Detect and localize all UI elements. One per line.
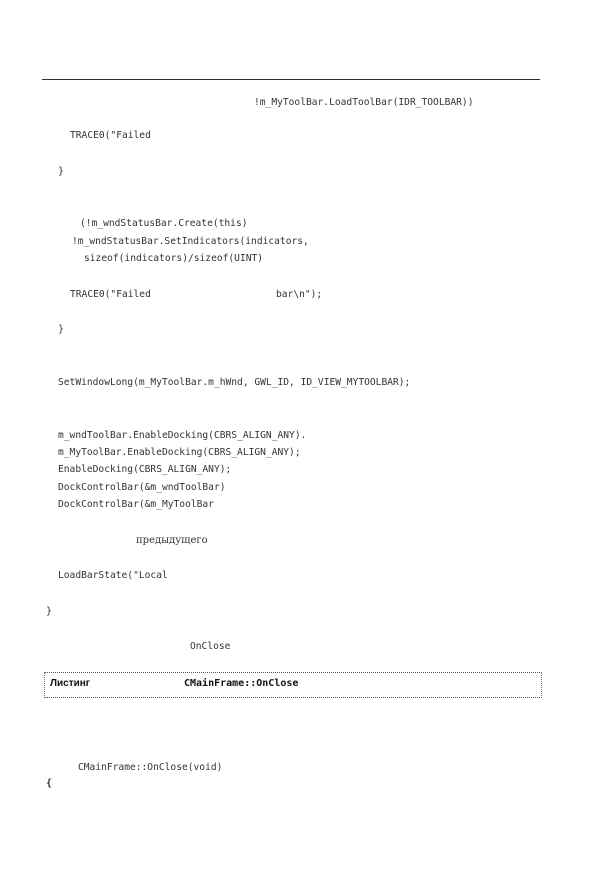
code-line: TRACE0("Failed [70,130,151,141]
code-line: TRACE0("Failed [70,289,151,300]
code-line: sizeof(indicators)/sizeof(UINT) [84,253,264,264]
code-line: !m_wndStatusBar.SetIndicators(indicators, [72,236,309,247]
code-line: (!m_wndStatusBar.Create(this) [80,218,248,229]
listing-title: CMainFrame::OnClose [184,678,299,689]
code-line: } [46,606,53,617]
code-line: CMainFrame::OnClose(void) [78,762,223,773]
page-header-rule [42,79,540,80]
code-line: m_MyToolBar.EnableDocking(CBRS_ALIGN_ANY); [58,447,301,458]
code-line: !m_MyToolBar.LoadToolBar(IDR_TOOLBAR)) [254,97,474,108]
code-line: m_wndToolBar.EnableDocking(CBRS_ALIGN_ANY). [58,430,307,441]
code-line: SetWindowLong(m_MyToolBar.m_hWnd, GWL_ID, ID_VIEW_MYTOOLBAR); [58,377,411,388]
section-caption: OnClose [190,641,231,652]
code-line: DockControlBar(&m_MyToolBar [58,499,214,510]
code-line: EnableDocking(CBRS_ALIGN_ANY); [58,464,232,475]
listing-label: Листинг [50,678,90,689]
code-line: DockControlBar(&m_wndToolBar) [58,482,226,493]
code-comment: предыдущего [136,535,208,546]
code-line: } [58,166,65,177]
code-line: { [46,778,53,789]
code-line: LoadBarState("Local [58,570,168,581]
code-line: } [58,324,65,335]
code-line: bar\n"); [276,289,323,300]
